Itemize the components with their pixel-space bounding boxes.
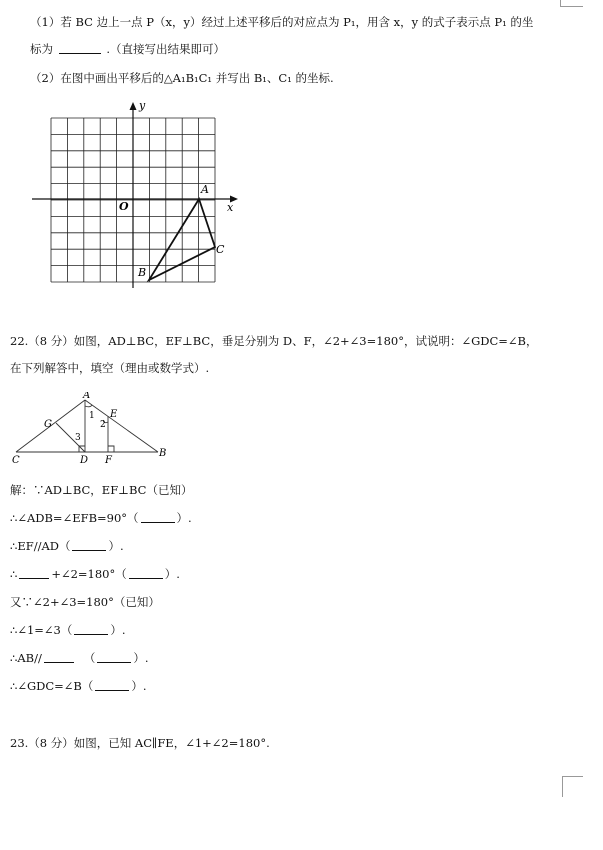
angle1-arc (85, 405, 92, 407)
q23-stem: 23.（8 分）如图，已知 AC∥FE，∠1+∠2=180°. (10, 736, 270, 750)
proof-line-8 (10, 678, 147, 694)
proof-line-text: ∴∠GDC=∠B（ (10, 679, 94, 693)
proof-line-text: （ (83, 651, 96, 665)
q22-angle2-label: 2 (100, 420, 106, 430)
proof-blank-reason[interactable] (95, 679, 129, 691)
part1-line1: （1）若 BC 边上一点 P（x，y）经过上述平移后的对应点为 P₁，用含 x，y 的式子表示点 P₁ 的坐 (30, 15, 534, 29)
q22-stem-line2: 在下列解答中，填空（理由或数学式）. (10, 361, 210, 375)
proof-line-text: ）. (133, 651, 149, 665)
proof-blank-reason[interactable] (74, 623, 108, 635)
proof-blank-reason[interactable] (141, 511, 175, 523)
q22-label-c: C (12, 455, 20, 466)
q22-stem-line1: 22.（8 分）如图，AD⊥BC，EF⊥BC，垂足分别为 D、F，∠2+∠3=180°，试说明：∠GDC=∠B， (10, 334, 538, 348)
proof-blank-reason[interactable] (72, 539, 106, 551)
part1-line2-prefix: 标为 (30, 42, 53, 56)
proof-blank-reason[interactable] (97, 651, 131, 663)
proof-line-text: ∴∠1=∠3（ (10, 623, 73, 637)
part2-line: （2）在图中画出平移后的△A₁B₁C₁ 并写出 B₁、C₁ 的坐标. (30, 71, 334, 85)
q22-label-b: B (159, 448, 167, 459)
proof-line-text: 又∵∠2+∠3=180°（已知） (10, 595, 160, 609)
proof-line-text: ∴ (10, 567, 18, 581)
proof-line-6 (10, 622, 126, 638)
proof-line-text: ）. (110, 623, 126, 637)
point-c-label: C (216, 243, 225, 256)
segment-ab (85, 400, 158, 452)
q22-label-a: A (83, 392, 91, 401)
coordinate-grid-figure (28, 96, 248, 288)
q22-label-e: E (110, 409, 118, 420)
point-b-label: B (138, 266, 147, 279)
q22-angle3-label: 3 (75, 433, 81, 443)
part1-line2 (30, 41, 225, 57)
proof-line-2 (10, 510, 192, 526)
proof-blank-line[interactable] (44, 651, 74, 663)
proof-line-text: ）. (131, 679, 147, 693)
proof-blank-angle[interactable] (19, 567, 49, 579)
proof-line-3 (10, 538, 124, 554)
point-a-label: A (201, 183, 209, 196)
proof-line-text: ∴EF//AD（ (10, 539, 71, 553)
proof-line-5 (10, 594, 160, 610)
q22-label-f: F (105, 455, 112, 466)
answer-blank[interactable] (59, 42, 101, 54)
page-corner-mark-top (560, 0, 583, 7)
proof-line-text: ）. (176, 511, 192, 525)
proof-line-text: 解：∵AD⊥BC，EF⊥BC（已知） (10, 483, 193, 497)
proof-line-text: ∴AB// (10, 651, 42, 665)
proof-blank-reason[interactable] (129, 567, 163, 579)
proof-line-text: +∠2=180°（ (51, 567, 127, 581)
y-axis-arrow (130, 102, 137, 110)
part1-line2-suffix: .（直接写出结果即可） (106, 42, 225, 56)
proof-line-text: ）. (164, 567, 180, 581)
proof-line-4 (10, 566, 180, 582)
page-corner-mark-bottom (562, 776, 583, 797)
proof-line-7 (10, 650, 148, 666)
q22-label-d: D (80, 455, 89, 466)
proof-line-text: ∴∠ADB=∠EFB=90°（ (10, 511, 139, 525)
q22-geometry-figure (8, 392, 178, 468)
q22-angle1-label: 1 (89, 411, 95, 421)
proof-line-1 (10, 482, 192, 498)
x-axis-label: x (227, 201, 234, 214)
proof-line-text: ）. (108, 539, 124, 553)
right-angle-mark-f (108, 446, 114, 452)
q22-label-g: G (44, 419, 52, 430)
origin-label: O (119, 200, 129, 213)
y-axis-label: y (139, 99, 146, 112)
